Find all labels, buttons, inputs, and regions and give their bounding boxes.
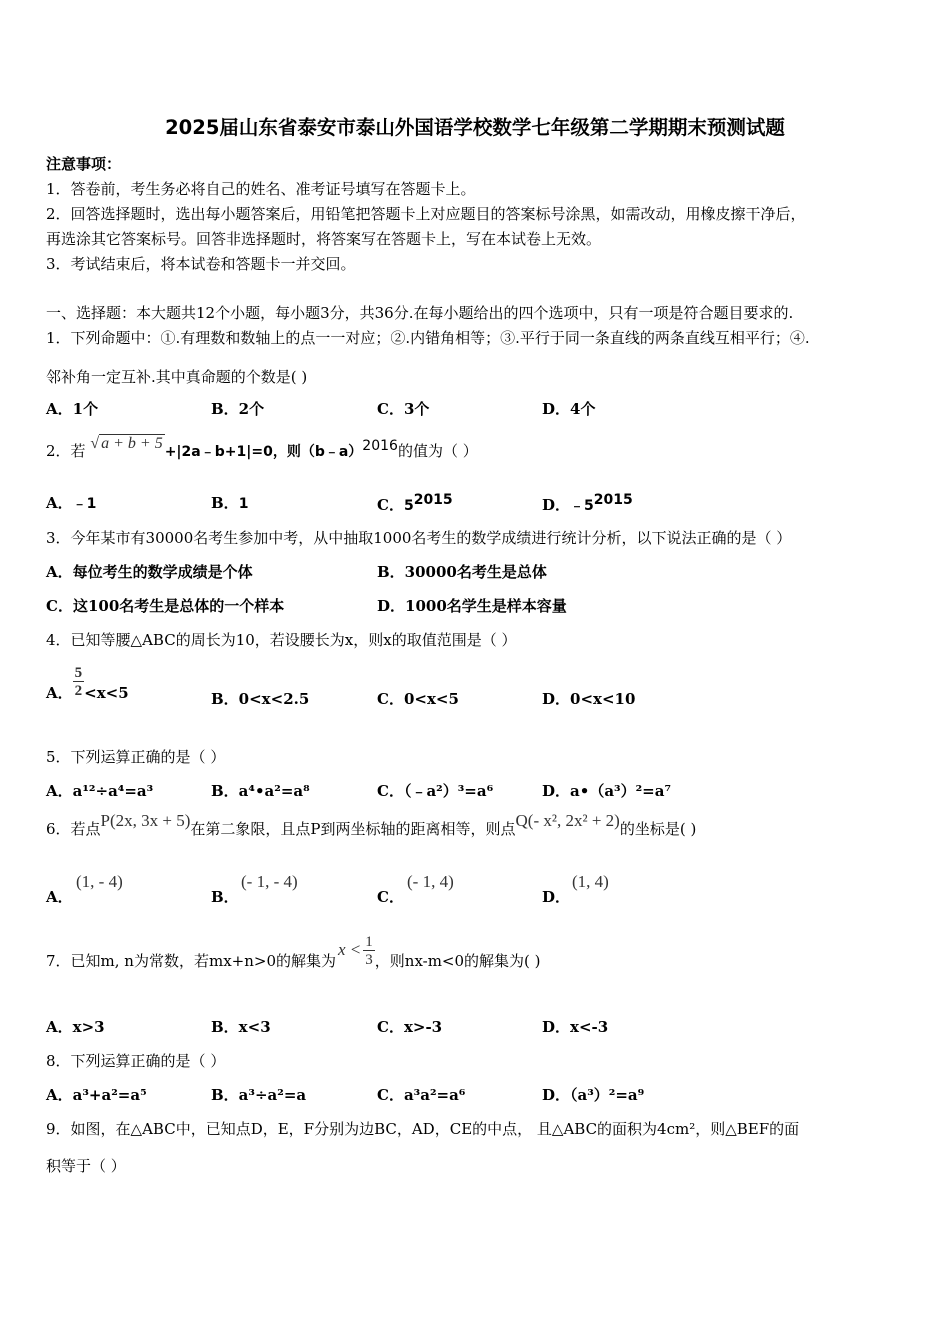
notice-heading: 注意事项： <box>46 155 122 173</box>
q4-option-d: D．0<x<10 <box>542 690 636 708</box>
page-title: 2025届山东省泰安市泰山外国语学校数学七年级第二学期期末预测试题 <box>165 116 785 139</box>
q6-option-c-label: C． <box>377 888 404 906</box>
q7-option-b: B．x<3 <box>211 1018 271 1036</box>
q4-option-c: C．0<x<5 <box>377 690 459 708</box>
q4-a-rest: <x<5 <box>84 683 129 702</box>
notice-item: 2．回答选择题时，选出每小题答案后，用铅笔把答题卡上对应题目的答案标号涂黑，如需改动，用橡皮擦干净后， <box>46 205 806 223</box>
q3-option-c: C．这100名考生是总体的一个样本 <box>46 597 285 615</box>
question-4-stem: 4．已知等腰△ABC的周长为10，若设腰长为x，则x的取值范围是（ ） <box>46 631 517 649</box>
question-3-stem: 3．今年某市有30000名考生参加中考，从中抽取1000名考生的数学成绩进行统计分析，以下说法正确的是（ ） <box>46 529 792 547</box>
q4-a-fraction <box>73 666 85 699</box>
q1-option-a: A．1个 <box>46 400 99 418</box>
q6-point-q: Q(- x², 2x² + 2) <box>515 811 620 830</box>
question-6-stem <box>46 811 697 839</box>
q7-prefix: 7．已知m, n为常数，若mx+n>0的解集为 <box>46 952 336 970</box>
q5-option-d: D．a•（a³）²=a⁷ <box>542 782 672 800</box>
q6-prefix: 6．若点 <box>46 820 101 838</box>
q2-d-base: ﹣5 <box>570 498 594 514</box>
q6-option-b-value: (- 1, - 4) <box>241 872 298 891</box>
q7-option-a: A．x>3 <box>46 1018 105 1036</box>
q8-option-c: C．a³a²=a⁶ <box>377 1086 466 1104</box>
question-9-stem-cont: 积等于（ ） <box>46 1157 126 1175</box>
q2-sqrt-body: a + b + 5 <box>101 435 163 452</box>
q2-option-b <box>211 492 248 513</box>
q8-option-a: A．a³+a²=a⁵ <box>46 1086 147 1104</box>
q2-option-a <box>46 492 96 513</box>
q6-point-p: P(2x, 3x + 5) <box>100 811 191 830</box>
q6-option-b-label: B． <box>211 888 239 906</box>
q4-option-b: B．0<x<2.5 <box>211 690 310 708</box>
q2-middle: +|2a﹣b+1|=0，则（b﹣a） <box>164 444 363 460</box>
q2-suffix: 的值为（ ） <box>397 442 478 460</box>
q6-suffix: 的坐标是( ) <box>619 820 697 838</box>
q2-c-exp: 2015 <box>413 492 453 508</box>
q6-option-a-label: A． <box>46 888 73 906</box>
q7-fraction <box>363 935 375 968</box>
q2-prefix: 2．若 <box>46 442 86 460</box>
q4-a-den: 2 <box>74 683 83 699</box>
question-8-stem: 8．下列运算正确的是（ ） <box>46 1052 226 1070</box>
question-2-stem <box>46 435 478 461</box>
q7-suffix: ，则nx-m<0的解集为( ) <box>374 952 541 970</box>
notice-item: 再选涂其它答案标号。回答非选择题时，将答案写在答题卡上，写在本试卷上无效。 <box>46 230 602 248</box>
q2-c-base: 5 <box>403 498 414 514</box>
q2-sqrt-expr: √ a + b + 5 <box>90 435 163 452</box>
q2-d-label: D． <box>542 496 571 514</box>
q7-option-c: C．x>-3 <box>377 1018 443 1036</box>
q5-option-a: A．a¹²÷a⁴=a³ <box>46 782 154 800</box>
q4-a-label: A． <box>46 684 73 702</box>
q6-option-a-value: (1, - 4) <box>76 872 123 891</box>
question-9-stem: 9．如图，在△ABC中，已知点D，E，F分别为边BC，AD，CE的中点， 且△ABC的面积为4cm²，则△BEF的面 <box>46 1120 800 1138</box>
q6-middle: 在第二象限，且点P到两坐标轴的距离相等，则点 <box>190 820 516 838</box>
notice-item: 3．考试结束后，将本试卷和答题卡一并交回。 <box>46 255 356 273</box>
q3-option-a: A．每位考生的数学成绩是个体 <box>46 563 253 581</box>
question-7-stem <box>46 932 541 971</box>
q5-option-b: B．a⁴•a²=a⁸ <box>211 782 310 800</box>
q7-inequality: x < <box>338 939 362 959</box>
q8-option-b: B．a³÷a²=a <box>211 1086 307 1104</box>
q2-a-value: ﹣1 <box>72 496 97 512</box>
q2-d-exp: 2015 <box>593 492 633 508</box>
q6-option-d-value: (1, 4) <box>572 872 609 891</box>
notice-item: 1．答卷前，考生务必将自己的姓名、准考证号填写在答题卡上。 <box>46 180 476 198</box>
q8-option-d: D．（a³）²=a⁹ <box>542 1086 645 1104</box>
q3-option-d: D．1000名学生是样本容量 <box>377 597 567 615</box>
q5-option-c: C．（﹣a²）³=a⁶ <box>377 782 494 800</box>
q6-option-d-label: D． <box>542 888 571 906</box>
q2-option-d <box>542 492 633 515</box>
q2-b-value: 1 <box>238 496 249 512</box>
q7-option-d: D．x<-3 <box>542 1018 609 1036</box>
section-heading: 一、选择题：本大题共12个小题，每小题3分，共36分.在每小题给出的四个选项中，只有一项是符合题目要求的. <box>46 304 794 322</box>
q2-c-label: C． <box>377 496 404 514</box>
q2-b-label: B． <box>211 494 239 512</box>
q2-a-label: A． <box>46 494 73 512</box>
question-1-stem-cont: 邻补角一定互补.其中真命题的个数是( ) <box>46 368 308 386</box>
q7-den: 3 <box>365 952 373 968</box>
question-5-stem: 5．下列运算正确的是（ ） <box>46 748 226 766</box>
q3-option-b: B．30000名考生是总体 <box>377 563 547 581</box>
q1-option-c: C．3个 <box>377 400 430 418</box>
q7-num: 1 <box>365 934 373 950</box>
q6-option-c-value: (- 1, 4) <box>407 872 454 891</box>
q1-option-b: B．2个 <box>211 400 265 418</box>
q4-a-num: 5 <box>74 665 83 681</box>
q4-option-a <box>46 662 129 703</box>
q2-option-c <box>377 492 453 515</box>
q2-exp: 2016 <box>362 438 398 454</box>
question-1-stem: 1．下列命题中：①.有理数和数轴上的点一一对应；②.内错角相等；③.平行于同一条直线的两条直线互相平行；④. <box>46 329 810 347</box>
q1-option-d: D．4个 <box>542 400 596 418</box>
